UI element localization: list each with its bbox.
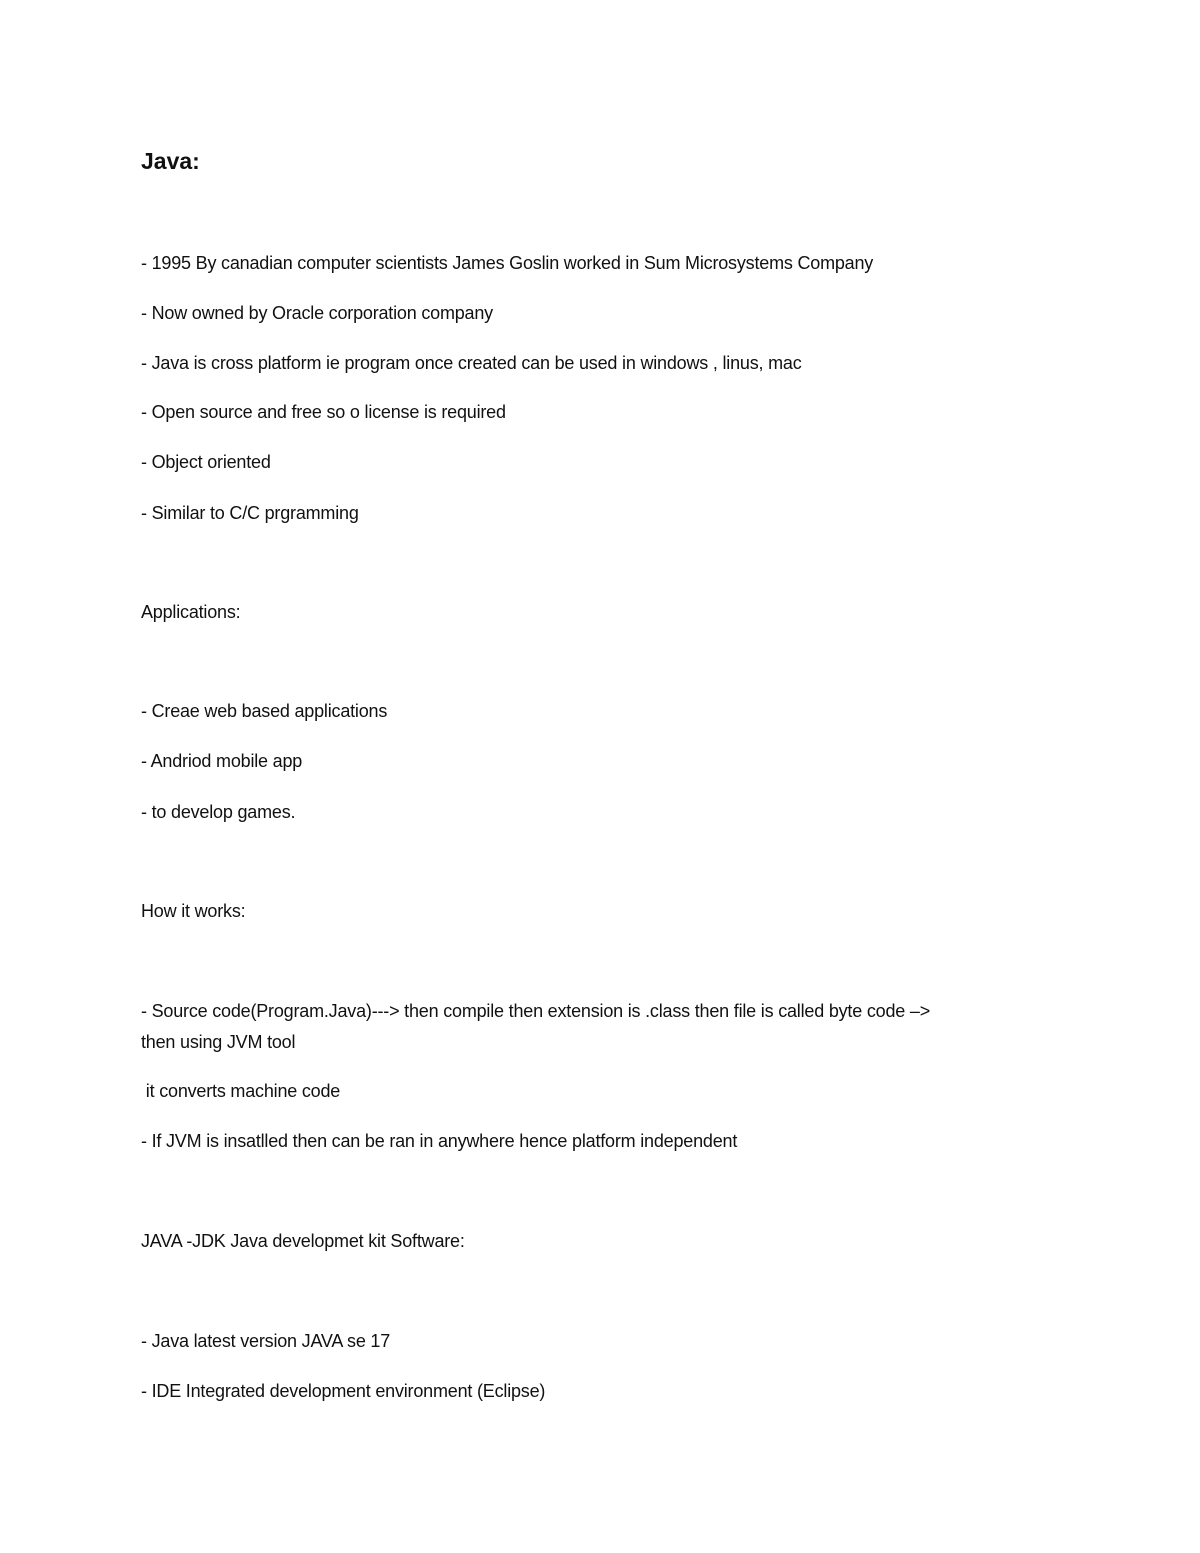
intro-item: - Open source and free so o license is required <box>141 402 506 422</box>
applications-item: - Creae web based applications <box>141 701 388 721</box>
how-it-works-item: - If JVM is insatlled then can be ran in anywhere hence platform independent <box>141 1131 738 1151</box>
how-it-works-heading: How it works: <box>141 901 246 921</box>
intro-item: - Java is cross platform ie program once created can be used in windows , linus, mac <box>141 353 802 373</box>
jdk-item: - Java latest version JAVA se 17 <box>141 1331 391 1351</box>
intro-item: - Similar to C/C prgramming <box>141 503 359 523</box>
intro-item: - 1995 By canadian computer scientists James Goslin worked in Sum Microsystems Company <box>141 253 874 273</box>
jdk-item: - IDE Integrated development environment (Eclipse) <box>141 1381 546 1401</box>
intro-item: - Object oriented <box>141 452 271 472</box>
applications-heading: Applications: <box>141 602 241 622</box>
applications-item: - Andriod mobile app <box>141 751 303 771</box>
how-it-works-item: - Source code(Program.Java)---> then compile then extension is .class then file is called byte code –> <box>141 1001 931 1021</box>
document-title: Java: <box>141 148 200 174</box>
how-it-works-item: then using JVM tool <box>141 1032 296 1052</box>
how-it-works-item: it converts machine code <box>141 1081 341 1101</box>
intro-item: - Now owned by Oracle corporation company <box>141 303 493 323</box>
applications-item: - to develop games. <box>141 802 296 822</box>
jdk-heading: JAVA -JDK Java developmet kit Software: <box>141 1231 465 1251</box>
